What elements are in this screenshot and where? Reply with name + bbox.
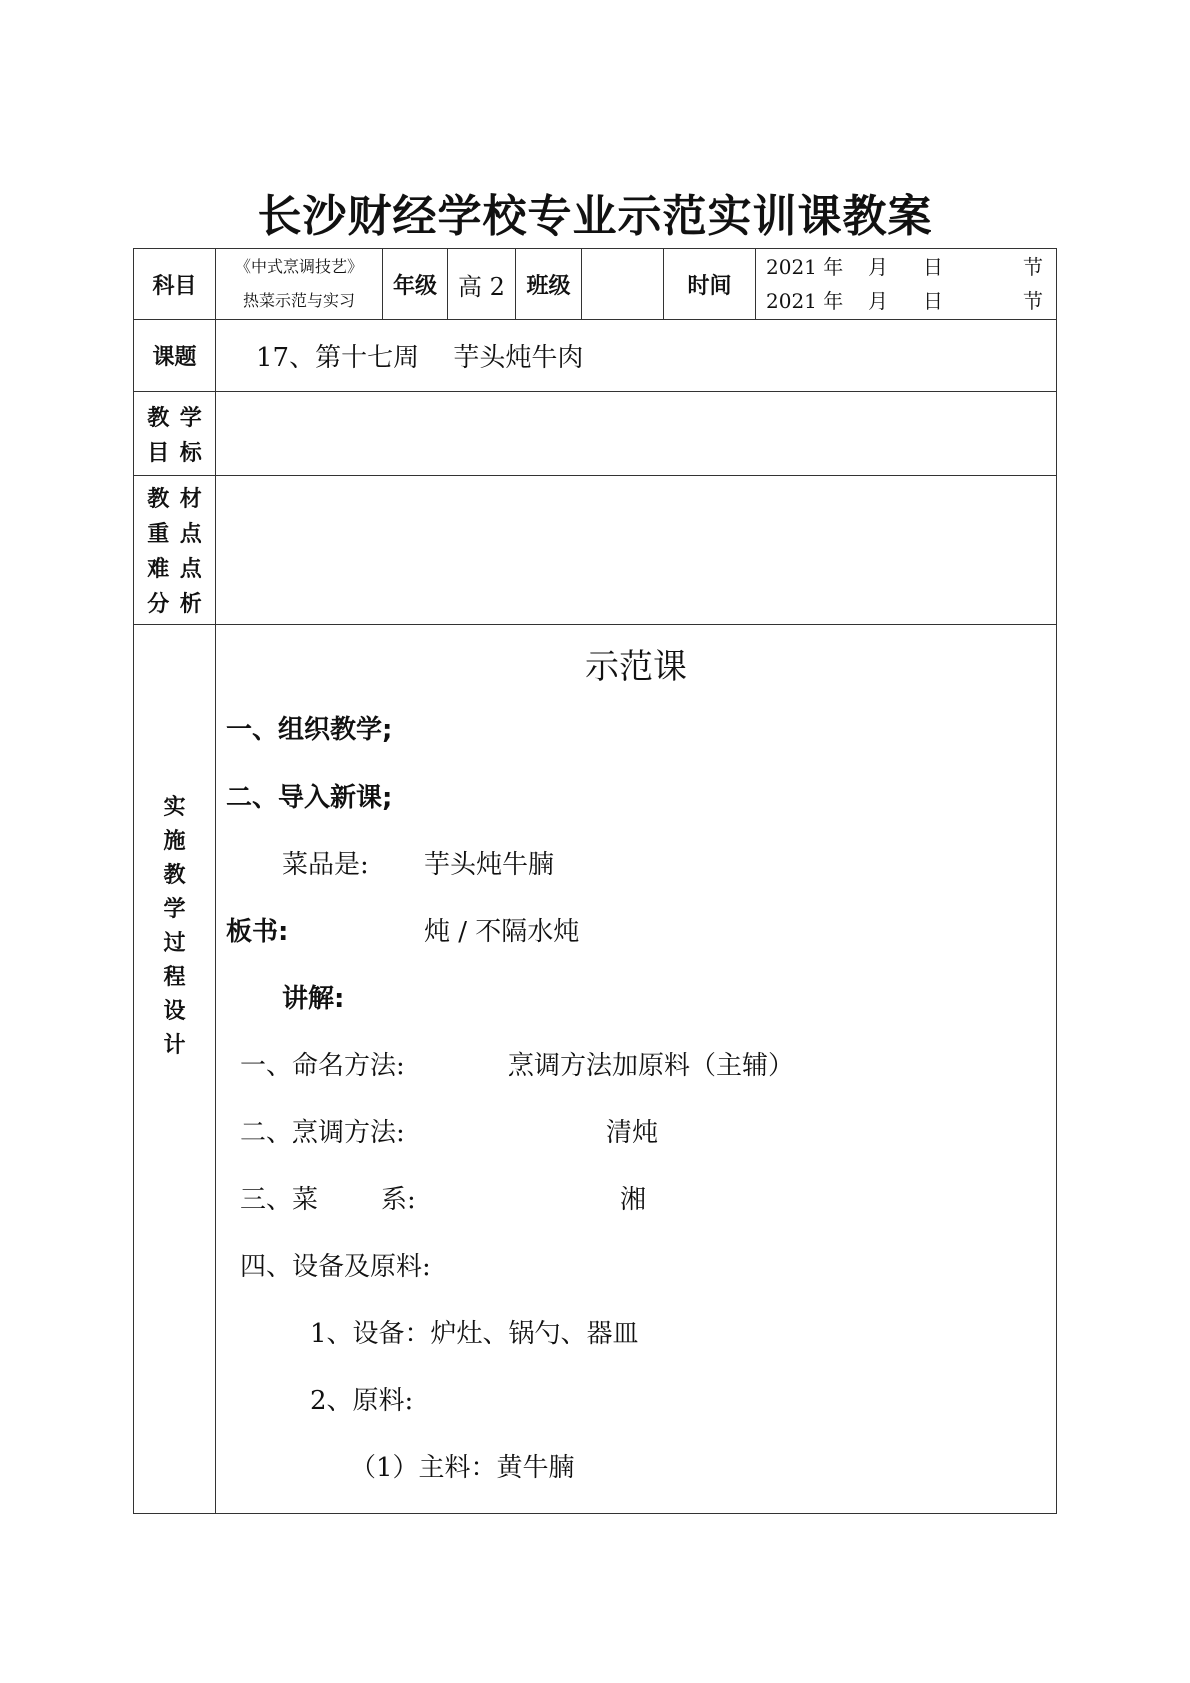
process-content	[216, 625, 1057, 1514]
topic-label: 课题	[134, 320, 216, 392]
label-char: 教	[147, 405, 170, 431]
label-char: 教	[147, 487, 170, 512]
key-points-row	[134, 476, 1057, 625]
naming-value: 烹调方法加原料（主辅）	[508, 1051, 795, 1081]
explain-label: 讲解:	[282, 984, 345, 1014]
topic-row	[134, 320, 1057, 392]
objectives-label	[134, 392, 216, 476]
time-day: 日	[923, 255, 943, 279]
key-points-label	[134, 476, 216, 625]
cuisine-value: 湘	[620, 1185, 647, 1215]
label-char: 材	[179, 487, 202, 512]
key-points-value	[216, 476, 1057, 625]
objectives-value	[216, 392, 1057, 476]
cuisine-label-b: 系:	[381, 1185, 416, 1215]
cuisine-label-a: 三、菜	[240, 1185, 319, 1215]
ingredients-heading: 2、原料:	[310, 1386, 414, 1416]
process-heading: 示范课	[585, 647, 687, 687]
label-char: 分	[147, 592, 170, 617]
topic-value: 17、第十七周 芋头炖牛肉	[216, 320, 1057, 392]
time-period: 节	[1023, 255, 1043, 279]
grade-value: 高 2	[448, 249, 516, 320]
page-title: 长沙财经学校专业示范实训课教案	[257, 191, 933, 242]
time-day: 日	[923, 289, 943, 313]
equipment-heading: 四、设备及原料:	[240, 1252, 431, 1282]
lesson-plan-table	[133, 248, 1057, 1514]
dish-label: 菜品是:	[282, 850, 369, 880]
subject-line1: 《中式烹调技艺》	[234, 257, 363, 276]
label-char: 程	[163, 965, 186, 990]
step-organize: 一、组织教学;	[226, 715, 393, 745]
grade-label: 年级	[383, 249, 448, 320]
equipment-line: 1、设备：炉灶、锅勺、器皿	[310, 1319, 639, 1349]
label-char: 计	[163, 1033, 186, 1058]
time-month: 月	[868, 289, 888, 313]
main-ingredient: （1）主料：黄牛腩	[350, 1453, 575, 1483]
label-char: 点	[179, 557, 202, 582]
process-row	[134, 625, 1057, 1514]
method-value: 清炖	[606, 1118, 659, 1148]
label-char: 难	[147, 557, 170, 582]
board-label: 板书:	[226, 917, 289, 947]
label-char: 学	[179, 405, 202, 431]
time-row-2	[756, 284, 1056, 318]
label-char: 标	[179, 440, 202, 466]
label-char: 目	[147, 440, 170, 466]
label-char: 过	[163, 931, 186, 956]
dish-name: 芋头炖牛腩	[424, 850, 555, 880]
time-period: 节	[1023, 289, 1043, 313]
header-row	[134, 249, 1057, 320]
time-label: 时间	[664, 249, 756, 320]
time-month: 月	[868, 255, 888, 279]
label-char: 教	[163, 863, 186, 888]
class-label: 班级	[516, 249, 582, 320]
time-year: 2021 年	[766, 255, 844, 279]
step-introduce: 二、导入新课;	[226, 783, 393, 813]
label-char: 施	[163, 829, 186, 854]
label-char: 点	[179, 522, 202, 547]
class-value	[582, 249, 664, 320]
time-value	[756, 249, 1057, 320]
time-row-1	[756, 250, 1056, 284]
board-value: 炖 / 不隔水炖	[424, 917, 580, 947]
objectives-row	[134, 392, 1057, 476]
subject-label: 科目	[134, 249, 216, 320]
label-char: 重	[147, 522, 170, 547]
process-label	[134, 625, 216, 1514]
method-label: 二、烹调方法:	[240, 1118, 405, 1148]
label-char: 实	[163, 795, 186, 820]
label-char: 学	[163, 897, 186, 922]
time-year: 2021 年	[766, 289, 844, 313]
label-char: 析	[179, 592, 202, 617]
subject-value	[216, 249, 383, 320]
naming-label: 一、命名方法:	[240, 1051, 405, 1081]
label-char: 设	[163, 999, 186, 1024]
subject-line2: 热菜示范与实习	[242, 291, 355, 310]
